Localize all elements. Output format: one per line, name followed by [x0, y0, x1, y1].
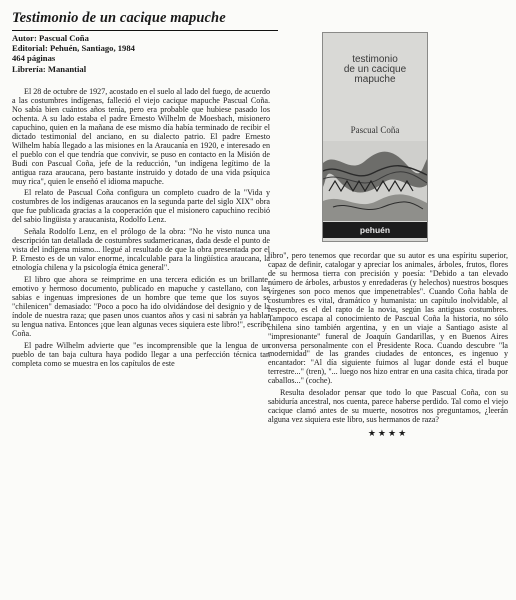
article-column-left — [12, 88, 270, 372]
end-mark: ★★★★ — [367, 428, 409, 439]
article-paragraph: El 28 de octubre de 1927, acostado en el suelo al lado del fuego, de acuerdo a las costumbres indígenas, falleció el viejo cacique mapuche Pascual Coña. No sabía bien cuántos años tenía, pero era probable que hubiese pasado los ochenta. A su lado estaba el padre Ernesto Wilhelm de Moesbach, misionero capuchino, quien en la mañana de ese mismo día había terminado de recibir el dictado testimonial del anciano, en su dialecto patrio. El padre Ernesto Wilhelm había llegado a las misiones en la Araucanía en 1920, e interesado en el pueblo con el que tendría que convivir, se puso en contacto en la Misión de Budi con Pascual Coña, jefe de la reducción, "un indígena legítimo de la antigua raza araucana, pero bastante instruido y dotado de una vida psíquica muy rica", quien le enseñó el idioma mapuche. — [12, 87, 270, 186]
cover-publisher: pehuén — [323, 222, 427, 238]
book-cover-image — [322, 32, 428, 242]
cover-author: Pascual Coña — [350, 125, 400, 135]
cover-title-line: testimonio — [352, 54, 398, 65]
article-paragraph: Señala Rodolfo Lenz, en el prólogo de la obra: "No he visto nunca una descripción tan detallada de costumbres sudamericanas, dada desde el punto de vista del indígena mismo... llegué al resultado de que la obra presentada por el P. Ernesto es de un valor enorme, incalculable para la lingüística araucana, la etnología chilena y la psicología étnica general". — [12, 227, 270, 273]
article-paragraph: Resulta desolador pensar que todo lo que Pascual Coña, con su sabiduría ancestral, nos cuenta, parece haberse perdido. Tal como el viejo cacique clamó antes de su muerte, nosotros nos preguntamos, ¿leerán alguna vez siquiera este libro, sus hermanos de raza? — [268, 388, 508, 425]
article-paragraph: El padre Wilhelm advierte que "es incomprensible que la lengua de un pueblo de tan baja cultura haya podido llegar a una perfección técnica tan completa como se muestra en los capítulos de este — [12, 340, 270, 368]
book-pages: 464 páginas — [12, 53, 56, 64]
article-column-right — [268, 252, 508, 438]
article-headline: Testimonio de un cacique mapuche — [12, 10, 226, 26]
headline-rule — [12, 30, 278, 31]
book-publisher: Editorial: Pehuén, Santiago, 1984 — [12, 43, 135, 54]
book-details — [12, 33, 282, 74]
cover-title-line: mapuche — [354, 74, 396, 85]
cover-title — [323, 55, 427, 85]
article-paragraph: El libro que ahora se reimprime en una tercera edición es un brillante, emotivo y hermoso documento, publicado en mapuche y castellano, con las sabias e ingenuas impresiones de un hombre que teme que los suyos se "chilenicen" demasiado: "Poco a poco ha ido olvidándose del designio y de la índole de nuestra raza; que pasen unos cuantos años y casi ni sabrán ya hablar su lengua nativa. Entonces ¡que lean algunas veces siquiera este libro!", escribe Coña. — [12, 275, 270, 338]
article-paragraph: El relato de Pascual Coña configura un completo cuadro de la "Vida y costumbres de los indígenas araucanos en la segunda parte del siglo XIX" obra que fue publicada gracias a la cooperación que el misionero capuchino recibió del sabio lingüista y araucanista, Rodolfo Lenz. — [12, 188, 270, 225]
cover-title-line: de un cacique — [343, 64, 407, 75]
book-store: Librería: Manantial — [12, 63, 87, 74]
article-paragraph: libro", pero tenemos que recordar que su autor es una espíritu superior, capaz de definir, catalogar y apreciar los animales, árboles, frutos, flores de su hermosa tierra con precisión y poesía: "Debido a tan elevado número de árboles, arbustos y enredaderas (y helechos) nuestros bosques vírgenes son poco menos que impenetrables". Cuando Coña habla de costumbres es vital, dramático y humanista: un capítulo inolvidable, al respecto, es el del rapto de la novia, según las antiguas costumbres. Tampoco escapa al conocimiento de Pascual Coña la historia, no sólo chilena sino también argentina, y en un viaje a Santiago asiste al "impresionante" funeral de Joaquín Gandarillas, y en Buenos Aires conversa personalmente con el Presidente Roca. Cuando descubre "la modernidad" de las grandes ciudades de entonces, es ingenuo y encantador: "Al día siguiente fuimos al lugar donde está el buque terrestre..." (tren), "... luego nos hizo entrar en una casita chica, tirada por caballos..." (coche). — [268, 251, 508, 386]
book-author: Autor: Pascual Coña — [12, 33, 89, 43]
cover-artwork — [323, 141, 427, 221]
